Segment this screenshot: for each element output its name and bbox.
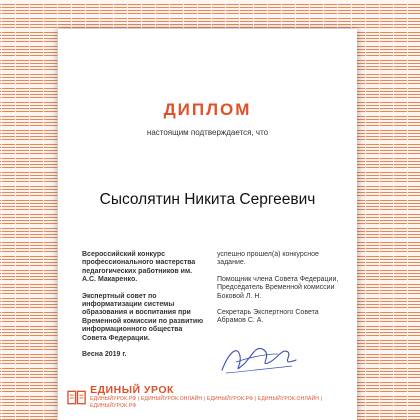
contest-info	[82, 251, 206, 367]
contest-season: Весна 2019 г.	[82, 351, 127, 359]
diploma-subtitle: настоящим подтверждается, что	[146, 128, 269, 137]
contest-name: Всероссийский конкурс профессионального мастерства педагогических работников им. А.С. Макаренко.	[82, 251, 196, 284]
book-icon	[67, 390, 86, 406]
diploma-title: ДИПЛОМ	[163, 100, 252, 119]
logo	[67, 385, 357, 410]
signature	[218, 340, 300, 378]
completion-statement: успешно прошел(а) конкурсное задание.	[217, 251, 319, 267]
recipient-name: Сысолятин Никита Сергеевич	[99, 191, 316, 208]
expert-council: Экспертный совет по информатизации системы образования и воспитания при Временной комиссии по развитию информационного общества Совета Федерации.	[82, 292, 204, 342]
diploma-sheet	[58, 29, 357, 420]
signatory-chair: Помощник члена Совета Федерации, Председатель Временной комиссии Боковой Л. Н.	[217, 275, 339, 300]
logo-tagline: ЕДИНЫЙУРОК.РФ | ЕДИНЫЙУРОК.ОНЛАЙН | ЕДИНЫЙУРОК.РФ | ЕДИНЫЙУРОК.ОНЛАЙН | ЕДИНЫЙУРОК.РФ	[90, 396, 323, 409]
logo-name: ЕДИНЫЙ УРОК	[90, 384, 174, 396]
signatories-info	[217, 251, 339, 334]
signatory-secretary: Секретарь Экспертного Совета Абрамов С. А.	[217, 309, 319, 325]
